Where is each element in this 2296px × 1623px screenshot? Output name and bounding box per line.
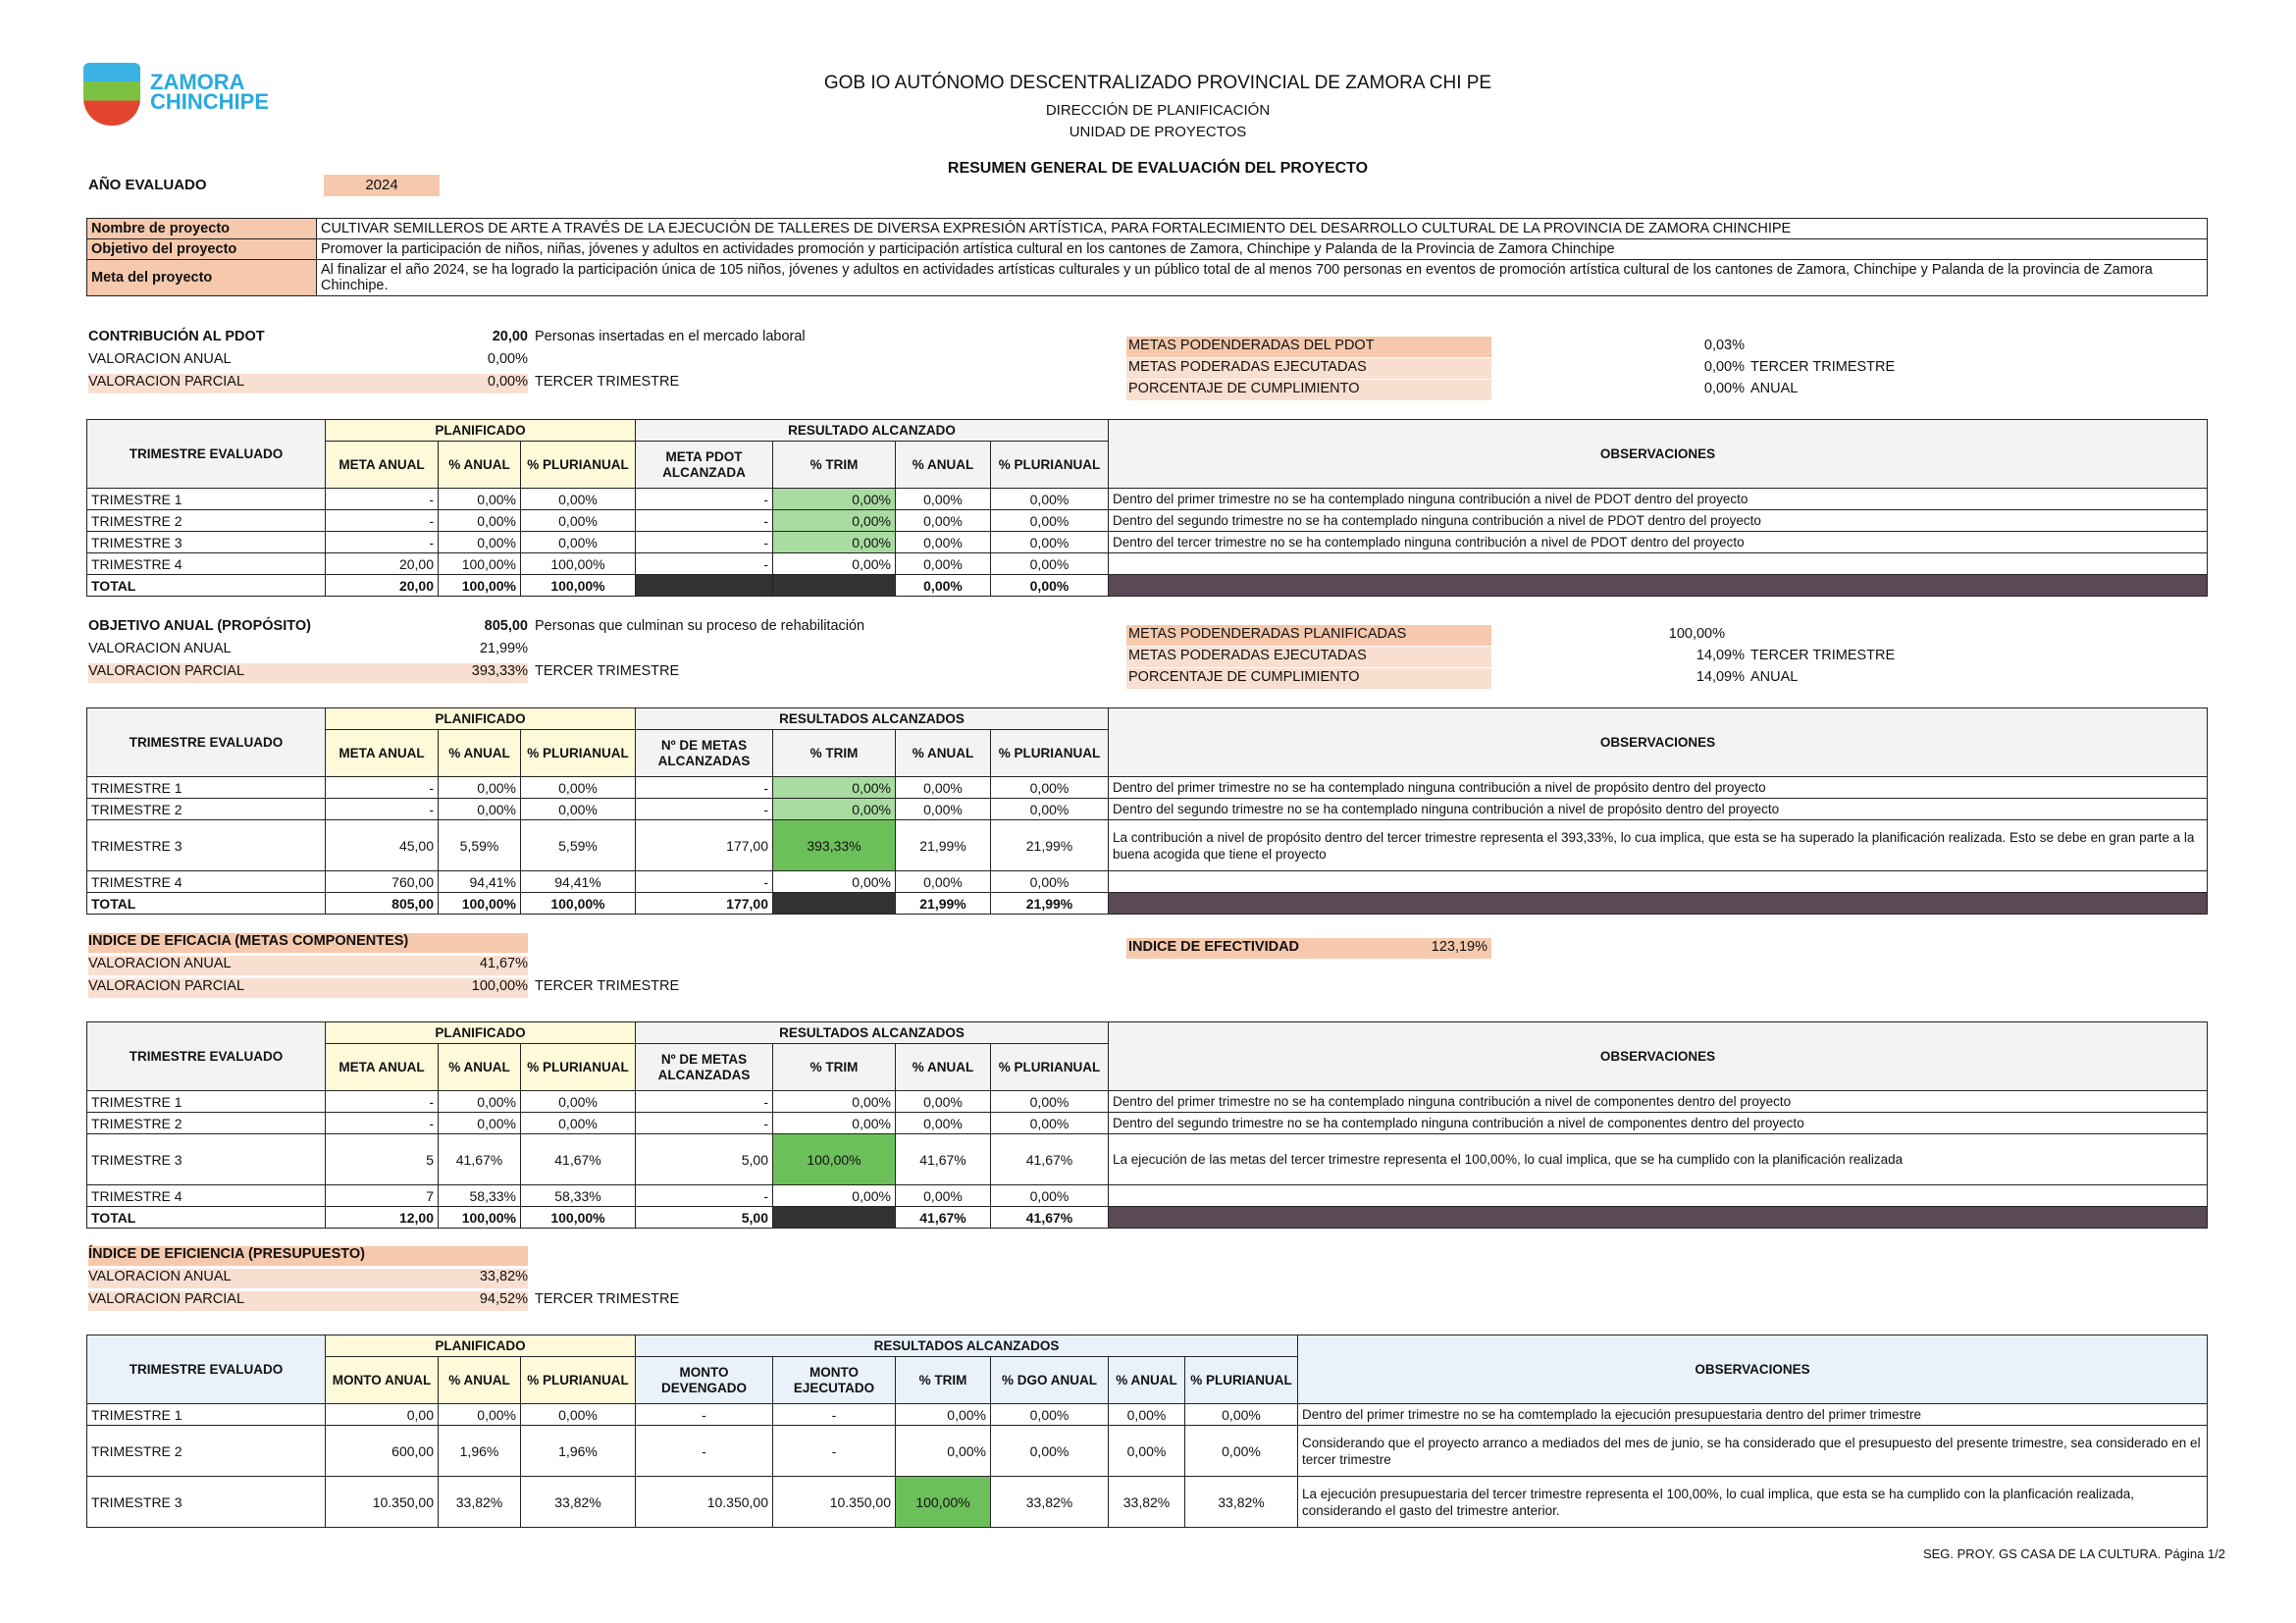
table-cell: 5,00 — [636, 1134, 773, 1185]
th-obs: OBSERVACIONES — [1298, 1335, 2208, 1404]
table-cell: - — [326, 532, 439, 553]
table-cell: 100,00% — [521, 893, 636, 915]
table-cell: 0,00% — [896, 1091, 991, 1113]
logo-text: ZAMORA CHINCHIPE — [150, 70, 270, 114]
pdot-metas-summary — [1126, 337, 1911, 405]
table-cell: 0,00% — [896, 1185, 991, 1207]
table-cell: 0,00% — [439, 1404, 521, 1426]
annual-label: VALORACION ANUAL — [88, 641, 232, 656]
table-cell: 0,00% — [439, 489, 521, 510]
th-pluri: % PLURIANUAL — [521, 730, 636, 777]
table-cell: 1,96% — [521, 1426, 636, 1477]
th-trim: TRIMESTRE EVALUADO — [87, 1335, 326, 1404]
table-cell: - — [326, 1113, 439, 1134]
pdot-table — [86, 419, 2208, 597]
table-cell: 0,00% — [1185, 1426, 1298, 1477]
table-cell: 0,00% — [439, 510, 521, 532]
th-ejecutado: MONTO EJECUTADO — [773, 1357, 896, 1404]
th-anual: % ANUAL — [439, 1044, 521, 1091]
th-anual-res: % ANUAL — [896, 442, 991, 489]
th-anual-res: % ANUAL — [896, 730, 991, 777]
th-res: RESULTADO ALCANZADO — [636, 420, 1109, 442]
table-cell: 0,00% — [1109, 1404, 1185, 1426]
table-cell: 10.350,00 — [636, 1477, 773, 1528]
table-cell: 94,41% — [521, 871, 636, 893]
table-cell: 600,00 — [326, 1426, 439, 1477]
table-row — [87, 1477, 2208, 1528]
table-cell: 0,00 — [326, 1404, 439, 1426]
metas-value-3: 14,09% — [1696, 669, 1745, 685]
metas-label-2: METAS PODERADAS EJECUTADAS — [1128, 359, 1367, 375]
th-res: RESULTADOS ALCANZADOS — [636, 708, 1109, 730]
annual-value: 41,67% — [479, 956, 528, 971]
table-cell: 0,00% — [439, 1091, 521, 1113]
th-meta: META ANUAL — [326, 442, 439, 489]
pdot-value: 20,00 — [492, 329, 528, 344]
table-cell: 0,00% — [521, 1091, 636, 1113]
table-cell: 45,00 — [326, 820, 439, 871]
table-cell: 0,00% — [439, 777, 521, 799]
table-row — [87, 777, 2208, 799]
table-cell: 20,00 — [326, 553, 439, 575]
efectividad-summary — [1126, 938, 1519, 960]
th-anual-res: % ANUAL — [1109, 1357, 1185, 1404]
th-pluri-res: % PLURIANUAL — [991, 1044, 1109, 1091]
table-cell: 0,00% — [896, 1404, 991, 1426]
page-title: GOB IO AUTÓNOMO DESCENTRALIZADO PROVINCIAL DE ZAMORA CHI PE — [823, 73, 1492, 93]
table-cell: Dentro del primer trimestre no se ha contemplado ninguna contribución a nivel de propósito dentro del proyecto — [1109, 777, 2208, 799]
table-cell: 20,00 — [326, 575, 439, 597]
table-cell: 5,00 — [636, 1207, 773, 1229]
table-row — [87, 1185, 2208, 1207]
metas-text-3: ANUAL — [1750, 381, 1799, 396]
table-cell: Dentro del primer trimestre no se ha comtemplado la ejecución presupuestaria dentro del primer trimestre — [1298, 1404, 2208, 1426]
th-devengado: MONTO DEVENGADO — [636, 1357, 773, 1404]
table-cell: 0,00% — [773, 799, 896, 820]
table-cell: - — [326, 777, 439, 799]
pdot-label: CONTRIBUCIÓN AL PDOT — [88, 329, 265, 344]
table-cell: 0,00% — [896, 510, 991, 532]
proposito-metas-summary — [1126, 625, 1911, 694]
table-cell: 7 — [326, 1185, 439, 1207]
table-cell: - — [636, 799, 773, 820]
metas-text-2: TERCER TRIMESTRE — [1750, 359, 1896, 375]
table-cell: 0,00% — [1185, 1404, 1298, 1426]
metas-value-3: 0,00% — [1703, 381, 1745, 396]
table-cell: 100,00% — [773, 1134, 896, 1185]
table-cell: 0,00% — [521, 510, 636, 532]
proposito-table — [86, 707, 2208, 915]
table-cell: 0,00% — [773, 532, 896, 553]
table-cell: 1,96% — [439, 1426, 521, 1477]
table-cell — [1109, 553, 2208, 575]
table-cell: La ejecución de las metas del tercer trimestre representa el 100,00%, lo cual implica, que se ha cumplido con la planificación realizada — [1109, 1134, 2208, 1185]
table-cell: 0,00% — [773, 553, 896, 575]
table-cell: - — [636, 1113, 773, 1134]
table-cell: Considerando que el proyecto arranco a mediados del mes de junio, se ha considerado que el presupuesto del presente trimestre, sea considerado en el tercer trimestre — [1298, 1426, 2208, 1477]
metas-value-2: 0,00% — [1703, 359, 1745, 375]
table-cell: - — [636, 553, 773, 575]
table-cell: - — [326, 1091, 439, 1113]
table-row — [87, 553, 2208, 575]
table-cell: 0,00% — [991, 1113, 1109, 1134]
eficacia-summary — [88, 933, 1070, 1002]
table-cell: 0,00% — [1109, 1426, 1185, 1477]
metas-value-1: 0,03% — [1703, 338, 1745, 353]
table-cell: 0,00% — [896, 575, 991, 597]
th-anual: % ANUAL — [439, 1357, 521, 1404]
logo — [83, 57, 270, 135]
th-plan: PLANIFICADO — [326, 1335, 636, 1357]
partial-value: 100,00% — [471, 978, 528, 994]
eficiencia-label: ÍNDICE DE EFICIENCIA (PRESUPUESTO) — [88, 1246, 365, 1262]
table-cell: - — [773, 1426, 896, 1477]
proposito-summary — [88, 618, 1070, 687]
partial-label: VALORACION PARCIAL — [88, 1291, 245, 1307]
partial-label: VALORACION PARCIAL — [88, 663, 245, 679]
annual-value: 21,99% — [479, 641, 528, 656]
table-cell: 805,00 — [326, 893, 439, 915]
table-cell: 5,59% — [439, 820, 521, 871]
table-cell: - — [326, 510, 439, 532]
year-value: 2024 — [324, 175, 440, 196]
th-ptrim: % TRIM — [773, 730, 896, 777]
table-cell: Dentro del primer trimestre no se ha contemplado ninguna contribución a nivel de componentes dentro del proyecto — [1109, 1091, 2208, 1113]
table-cell: 0,00% — [773, 1091, 896, 1113]
table-cell: Dentro del segundo trimestre no se ha contemplado ninguna contribución a nivel de PDOT dentro del proyecto — [1109, 510, 2208, 532]
table-cell: 41,67% — [991, 1207, 1109, 1229]
table-cell: 0,00% — [991, 777, 1109, 799]
table-cell: 177,00 — [636, 893, 773, 915]
proposito-label: OBJETIVO ANUAL (PROPÓSITO) — [88, 618, 311, 634]
annual-label: VALORACION ANUAL — [88, 1269, 232, 1284]
table-cell: 0,00% — [521, 777, 636, 799]
table-cell: 0,00% — [991, 1185, 1109, 1207]
table-cell: 5,59% — [521, 820, 636, 871]
th-obs: OBSERVACIONES — [1109, 708, 2208, 777]
th-nmetas: Nº DE METAS ALCANZADAS — [636, 730, 773, 777]
table-cell: TRIMESTRE 4 — [87, 1185, 326, 1207]
table-cell: - — [636, 871, 773, 893]
table-cell: TRIMESTRE 1 — [87, 489, 326, 510]
efectividad-value: 123,19% — [1431, 939, 1487, 955]
th-plan: PLANIFICADO — [326, 708, 636, 730]
proposito-value: 805,00 — [484, 618, 528, 634]
unit: UNIDAD DE PROYECTOS — [1069, 124, 1247, 140]
table-cell: 41,67% — [896, 1134, 991, 1185]
annual-value: 33,82% — [479, 1269, 528, 1284]
table-cell: 760,00 — [326, 871, 439, 893]
project-goal: Al finalizar el año 2024, se ha logrado la participación única de 105 niños, jóvenes y adultos en actividades artísticas culturales y un público total de al menos 700 personas en eventos de promoción artística cultural de los cantones de Zamora, Chinchipe y Palanda de la provincia de Zamora Chinchipe. — [317, 260, 2208, 296]
table-cell: 0,00% — [991, 1404, 1109, 1426]
th-anual: % ANUAL — [439, 442, 521, 489]
table-cell: 58,33% — [521, 1185, 636, 1207]
table-cell: La ejecución presupuestaria del tercer trimestre representa el 100,00%, lo cual implica, que esta se ha cumplido con la planficación realizada, considerando el gasto del trimestre anterior. — [1298, 1477, 2208, 1528]
th-pluri-res: % PLURIANUAL — [991, 442, 1109, 489]
metas-label-2: METAS PODERADAS EJECUTADAS — [1128, 648, 1367, 663]
table-cell: - — [326, 799, 439, 820]
table-cell: 0,00% — [439, 799, 521, 820]
eficacia-label: INDICE DE EFICACIA (METAS COMPONENTES) — [88, 933, 409, 949]
th-ptrim: % TRIM — [896, 1357, 991, 1404]
table-cell: TRIMESTRE 2 — [87, 1113, 326, 1134]
table-cell: 0,00% — [896, 799, 991, 820]
table-cell: TRIMESTRE 1 — [87, 777, 326, 799]
table-cell: 100,00% — [439, 575, 521, 597]
table-cell: 33,82% — [1185, 1477, 1298, 1528]
table-cell: 0,00% — [773, 1113, 896, 1134]
table-cell: TRIMESTRE 2 — [87, 1426, 326, 1477]
efectividad-label: INDICE DE EFECTIVIDAD — [1128, 939, 1300, 955]
project-goal-label: Meta del proyecto — [87, 260, 317, 296]
table-row — [87, 1404, 2208, 1426]
table-cell: 0,00% — [991, 553, 1109, 575]
table-cell: 0,00% — [521, 1113, 636, 1134]
table-cell: 41,67% — [991, 1134, 1109, 1185]
table-cell: 0,00% — [896, 777, 991, 799]
year-label: AÑO EVALUADO — [88, 177, 207, 193]
th-meta: META ANUAL — [326, 1044, 439, 1091]
table-cell: - — [636, 1404, 773, 1426]
table-cell: 0,00% — [991, 510, 1109, 532]
table-cell: 21,99% — [991, 893, 1109, 915]
table-cell: - — [636, 1426, 773, 1477]
table-cell: 100,00% — [521, 1207, 636, 1229]
table-cell: - — [636, 1185, 773, 1207]
table-cell: 5 — [326, 1134, 439, 1185]
total-row — [87, 1207, 2208, 1229]
table-cell: 0,00% — [773, 777, 896, 799]
table-cell — [1109, 1185, 2208, 1207]
table-row — [87, 510, 2208, 532]
metas-label-1: METAS PODENDERADAS DEL PDOT — [1128, 338, 1375, 353]
table-row — [87, 489, 2208, 510]
shield-icon — [83, 63, 140, 126]
table-cell: 21,99% — [896, 820, 991, 871]
partial-text: TERCER TRIMESTRE — [535, 374, 680, 390]
partial-text: TERCER TRIMESTRE — [535, 1291, 680, 1307]
partial-label: VALORACION PARCIAL — [88, 374, 245, 390]
table-cell: TOTAL — [87, 575, 326, 597]
th-trim: TRIMESTRE EVALUADO — [87, 708, 326, 777]
th-nmetas: Nº DE METAS ALCANZADAS — [636, 1044, 773, 1091]
table-cell: La contribución a nivel de propósito dentro del tercer trimestre representa el 393,33%, lo cua implica, que esta se ha superado la planificación realizada. Esto se debe en gran parte a la buena acogida que tiene el proyecto — [1109, 820, 2208, 871]
table-cell: 33,82% — [991, 1477, 1109, 1528]
table-cell: 10.350,00 — [773, 1477, 896, 1528]
table-cell: - — [773, 1404, 896, 1426]
annual-value: 0,00% — [487, 351, 528, 367]
presupuesto-table — [86, 1335, 2208, 1528]
table-cell — [1109, 871, 2208, 893]
project-info-table — [86, 218, 2208, 296]
metas-label-1: METAS PODENDERADAS PLANIFICADAS — [1128, 626, 1407, 642]
table-cell: - — [636, 1091, 773, 1113]
table-cell: 0,00% — [439, 1113, 521, 1134]
th-anual: % ANUAL — [439, 730, 521, 777]
th-ptrim: % TRIM — [773, 1044, 896, 1091]
table-cell: TOTAL — [87, 1207, 326, 1229]
table-cell: 41,67% — [521, 1134, 636, 1185]
table-cell: 21,99% — [991, 820, 1109, 871]
table-cell: 0,00% — [896, 1113, 991, 1134]
table-cell: 393,33% — [773, 820, 896, 871]
table-cell: - — [636, 489, 773, 510]
table-cell: - — [636, 777, 773, 799]
th-pdot: META PDOT ALCANZADA — [636, 442, 773, 489]
project-objective-label: Objetivo del proyecto — [87, 239, 317, 260]
table-row — [87, 799, 2208, 820]
table-cell: 0,00% — [991, 799, 1109, 820]
annual-label: VALORACION ANUAL — [88, 956, 232, 971]
table-cell: 100,00% — [439, 893, 521, 915]
table-cell: 0,00% — [991, 1091, 1109, 1113]
th-anual-res: % ANUAL — [896, 1044, 991, 1091]
th-trim: TRIMESTRE EVALUADO — [87, 1022, 326, 1091]
table-row — [87, 1091, 2208, 1113]
table-cell: TRIMESTRE 3 — [87, 532, 326, 553]
table-row — [87, 820, 2208, 871]
eficiencia-summary — [88, 1246, 1070, 1315]
table-cell: TRIMESTRE 3 — [87, 1134, 326, 1185]
th-dgo: % DGO ANUAL — [991, 1357, 1109, 1404]
table-cell: TRIMESTRE 1 — [87, 1091, 326, 1113]
th-pluri: % PLURIANUAL — [521, 442, 636, 489]
table-cell: 0,00% — [773, 871, 896, 893]
table-cell: Dentro del primer trimestre no se ha contemplado ninguna contribución a nivel de PDOT dentro del proyecto — [1109, 489, 2208, 510]
table-cell: - — [636, 532, 773, 553]
proposito-text: Personas que culminan su proceso de rehabilitación — [535, 618, 865, 634]
th-res: RESULTADOS ALCANZADOS — [636, 1335, 1298, 1357]
metas-label-3: PORCENTAJE DE CUMPLIMIENTO — [1128, 669, 1360, 685]
table-cell: 0,00% — [896, 871, 991, 893]
table-row — [87, 1134, 2208, 1185]
table-cell: Dentro del segundo trimestre no se ha contemplado ninguna contribución a nivel de propósito dentro del proyecto — [1109, 799, 2208, 820]
table-cell: 41,67% — [439, 1134, 521, 1185]
th-pluri-res: % PLURIANUAL — [991, 730, 1109, 777]
page-footer: SEG. PROY. GS CASA DE LA CULTURA. Página 1/2 — [1922, 1546, 2225, 1561]
table-cell: Dentro del segundo trimestre no se ha contemplado ninguna contribución a nivel de componentes dentro del proyecto — [1109, 1113, 2208, 1134]
th-pluri-res: % PLURIANUAL — [1185, 1357, 1298, 1404]
table-cell: 0,00% — [773, 1185, 896, 1207]
table-cell: 0,00% — [991, 1426, 1109, 1477]
table-cell: 177,00 — [636, 820, 773, 871]
pdot-text: Personas insertadas en el mercado laboral — [535, 329, 806, 344]
table-cell: 0,00% — [896, 553, 991, 575]
total-row — [87, 893, 2208, 915]
table-cell: 100,00% — [521, 575, 636, 597]
table-row — [87, 532, 2208, 553]
department: DIRECCIÓN DE PLANIFICACIÓN — [1045, 102, 1271, 119]
table-cell: 0,00% — [773, 489, 896, 510]
th-pluri: % PLURIANUAL — [521, 1357, 636, 1404]
table-cell: 100,00% — [439, 1207, 521, 1229]
subtitle: RESUMEN GENERAL DE EVALUACIÓN DEL PROYECTO — [947, 160, 1369, 177]
table-row — [87, 1426, 2208, 1477]
componentes-table — [86, 1021, 2208, 1229]
project-objective: Promover la participación de niños, niñas, jóvenes y adultos en actividades promoción y participación artística cultural en los cantones de Zamora, Chinchipe y Palanda de la Provincia de Zamora Chinchipe — [317, 239, 2208, 260]
partial-text: TERCER TRIMESTRE — [535, 978, 680, 994]
table-cell: 100,00% — [521, 553, 636, 575]
table-cell: TRIMESTRE 4 — [87, 871, 326, 893]
metas-text-2: TERCER TRIMESTRE — [1750, 648, 1896, 663]
table-cell: 100,00% — [896, 1477, 991, 1528]
th-monto: MONTO ANUAL — [326, 1357, 439, 1404]
table-cell: 0,00% — [991, 489, 1109, 510]
project-name: CULTIVAR SEMILLEROS DE ARTE A TRAVÉS DE LA EJECUCIÓN DE TALLERES DE DIVERSA EXPRESIÓN ARTÍSTICA, PARA FORTALECIMIENTO DEL DESARROLLO CULTURAL DE LA PROVINCIA DE ZAMORA CHINCHIPE — [317, 219, 2208, 239]
th-ptrim: % TRIM — [773, 442, 896, 489]
table-cell: 94,41% — [439, 871, 521, 893]
table-cell: 0,00% — [896, 1426, 991, 1477]
table-cell: 58,33% — [439, 1185, 521, 1207]
table-cell: 0,00% — [521, 489, 636, 510]
table-cell: TRIMESTRE 2 — [87, 510, 326, 532]
table-cell: - — [636, 510, 773, 532]
annual-label: VALORACION ANUAL — [88, 351, 232, 367]
metas-value-1: 100,00% — [1668, 626, 1725, 642]
table-cell: 0,00% — [521, 1404, 636, 1426]
table-cell: Dentro del tercer trimestre no se ha contemplado ninguna contribución a nivel de PDOT dentro del proyecto — [1109, 532, 2208, 553]
project-name-label: Nombre de proyecto — [87, 219, 317, 239]
th-pluri: % PLURIANUAL — [521, 1044, 636, 1091]
th-obs: OBSERVACIONES — [1109, 1022, 2208, 1091]
table-cell: 33,82% — [1109, 1477, 1185, 1528]
partial-text: TERCER TRIMESTRE — [535, 663, 680, 679]
partial-value: 0,00% — [487, 374, 528, 390]
total-row — [87, 575, 2208, 597]
table-cell: TRIMESTRE 2 — [87, 799, 326, 820]
table-cell: 0,00% — [521, 532, 636, 553]
table-cell: 0,00% — [896, 489, 991, 510]
table-cell: TRIMESTRE 3 — [87, 820, 326, 871]
metas-label-3: PORCENTAJE DE CUMPLIMIENTO — [1128, 381, 1360, 396]
table-cell: 0,00% — [439, 532, 521, 553]
table-cell: 21,99% — [896, 893, 991, 915]
table-cell: 0,00% — [991, 532, 1109, 553]
metas-value-2: 14,09% — [1696, 648, 1745, 663]
th-trim: TRIMESTRE EVALUADO — [87, 420, 326, 489]
table-cell: 0,00% — [896, 532, 991, 553]
table-cell: 0,00% — [521, 799, 636, 820]
partial-value: 94,52% — [479, 1291, 528, 1307]
partial-label: VALORACION PARCIAL — [88, 978, 245, 994]
table-cell: 12,00 — [326, 1207, 439, 1229]
table-cell: TRIMESTRE 1 — [87, 1404, 326, 1426]
table-cell: 0,00% — [991, 575, 1109, 597]
table-cell: 0,00% — [773, 510, 896, 532]
table-cell: 0,00% — [991, 871, 1109, 893]
table-cell: TRIMESTRE 3 — [87, 1477, 326, 1528]
th-res: RESULTADOS ALCANZADOS — [636, 1022, 1109, 1044]
th-obs: OBSERVACIONES — [1109, 420, 2208, 489]
table-cell: 33,82% — [439, 1477, 521, 1528]
partial-value: 393,33% — [471, 663, 528, 679]
table-cell: 10.350,00 — [326, 1477, 439, 1528]
table-cell: TRIMESTRE 4 — [87, 553, 326, 575]
table-cell: 33,82% — [521, 1477, 636, 1528]
metas-text-3: ANUAL — [1750, 669, 1799, 685]
table-row — [87, 1113, 2208, 1134]
table-cell: 41,67% — [896, 1207, 991, 1229]
table-cell: TOTAL — [87, 893, 326, 915]
table-cell: - — [326, 489, 439, 510]
table-cell: 100,00% — [439, 553, 521, 575]
table-row — [87, 871, 2208, 893]
th-plan: PLANIFICADO — [326, 1022, 636, 1044]
th-meta: META ANUAL — [326, 730, 439, 777]
th-plan: PLANIFICADO — [326, 420, 636, 442]
